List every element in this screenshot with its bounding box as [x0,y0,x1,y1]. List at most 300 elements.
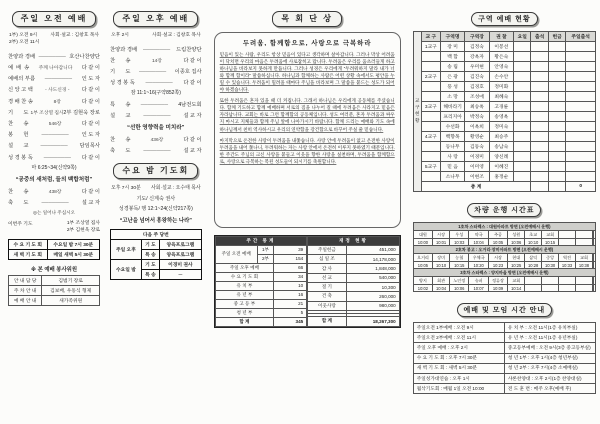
finance-value: 540,000 [346,273,399,282]
district-side-label: 교구현황 [413,31,421,192]
order-item-leader: 설 교 자 [183,112,202,119]
guide-row [413,333,595,343]
order-item-label: 신 앙 고 백 [8,87,33,94]
vehicle-stop [559,231,576,239]
order-item-label: 예배의 부름 [8,76,36,83]
meeting-time-guide-table [413,322,596,394]
vehicle-time [559,285,576,292]
vehicle-stop: 역전 [559,254,576,262]
district-leader: 이옥희 [465,122,489,132]
finance-value: 260,000 [346,292,399,301]
finance-label: 선 교 [308,273,346,282]
vehicle-stop: 회관 [433,277,450,285]
vehicle-stops-row [413,254,595,262]
committee-person: 김범기 장로 [42,276,100,286]
district-row [421,152,595,162]
district-attendance [531,152,548,162]
district-attendance [531,112,548,122]
order-row [8,74,100,82]
district-gu [421,142,440,152]
order-item-detail: 438장 [48,189,62,195]
order-item-label: 찬 송 [110,57,131,64]
duty-role-label: 기 도 [141,259,159,269]
afternoon-order-list-3 [110,135,202,154]
district-name: 믿 음 [440,162,464,172]
order-row [110,56,202,64]
vehicle-stop: 교회 [575,254,592,262]
order-row [110,111,202,119]
district-attendance [531,42,548,52]
district-sunday-attendance [566,72,596,82]
order-row [8,198,100,206]
order-item-detail: ──────── [44,77,72,83]
district-day [514,112,531,122]
committee-person: 김보배, 우동식 형제 [42,286,100,296]
district-name: 해바라기 [440,102,464,112]
section-header-afternoon-worship [110,8,202,27]
afternoon-officiant: 사회·설교 : 김창호 목사 [152,32,201,38]
table-row [111,229,202,239]
vehicle-stop: 교회 [508,277,525,285]
vehicle-time: 10:33 [559,262,576,269]
order-item-label: 찬 송 [110,136,131,143]
table-row [308,282,400,291]
finance-value: 14,178,000 [346,255,399,264]
district-row [421,162,595,172]
table-row [215,236,307,245]
vehicle-time: 10:20 [469,262,488,269]
column-header: 권 찰 [489,32,513,42]
order-item-leader: 다 같 이 [183,136,202,143]
district-assistant: 최승주 [489,132,513,142]
district-assistant: 송남숙 [489,142,513,152]
wednesday-prayer-section [110,160,202,224]
district-offering [548,172,565,182]
section-header-wednesday [110,160,202,179]
empty-cell [548,182,565,192]
column-header: 주일출석 [566,32,596,42]
vehicle-time [594,285,596,292]
panel-info-tables [413,8,596,420]
vehicle-stop: 장미 [433,254,450,262]
district-assistant: 최혜숙 [489,92,513,102]
vehicle-stop: 시장 [433,231,450,239]
vehicle-time [575,239,592,246]
vehicle-time: 10:38 [575,262,592,269]
district-leader: 박정숙 [465,112,489,122]
order-item-label: 찬양과 경배 [8,53,36,60]
district-offering [548,82,565,92]
attendance-label: 유 년 부 [215,290,274,299]
district-name: 송 림 [440,62,464,72]
morning-officiant: 사회·설교 : 김창호 목사 [50,32,99,38]
order-item-leader: 다 같 이 [183,57,202,64]
district-day [514,72,531,82]
attendance-value: 10 [274,281,307,290]
guide-left: 주일오전 2부예배 : 오전 11시 [413,333,504,343]
duty-role-label: 특 송 [141,269,159,279]
district-day [514,52,531,62]
guide-right: 샤론찬양대 : 오후 2시(1층 찬양대실) [504,373,595,383]
panel-sunday-morning [8,8,100,420]
vehicle-times-row [413,285,595,292]
section-header-morning-worship [8,8,100,27]
order-item-detail: ──────── [40,144,68,150]
week-prayer-2: 2부 김현욱 장로 [66,228,100,234]
district-sunday-attendance [566,162,596,172]
district-name: 은 광 [440,72,464,82]
district-name: 백향목 [440,132,464,142]
morning-worship-info [9,32,99,46]
guide-right: 청 년 2부 : 오후 7시(4층 소예배실) [504,363,595,373]
table-row [9,250,100,260]
order-item-label: 설 교 [110,112,131,119]
attendance-label: 주일 오후 예배 [215,263,274,272]
column-header: 요일 [514,32,531,42]
afternoon-worship-info [111,32,201,39]
committee-table [8,275,100,306]
district-offering [548,52,565,62]
section-header-district [413,8,596,26]
vehicle-time: 10:05 [488,239,507,246]
committee-person: 새가족위원 [42,296,100,306]
duty-assignee: － [160,269,202,279]
attendance-label: 수 요 기 도 회 [215,272,274,281]
order-item-detail: ──────── [143,149,171,154]
district-assistant: 정미화 [489,82,513,92]
district-leader: 최승옥 [465,102,489,112]
vehicle-title: 차량 운행 시간표 [467,203,541,217]
order-item-detail: ──────── [145,81,173,87]
order-item-detail: 436장 [150,137,164,143]
duty-assignee: 양육프로그램 [160,249,202,259]
table-row [308,255,400,264]
vehicle-stop: 대원 [413,231,432,239]
finance-label: 주일헌금 [308,245,346,254]
vehicle-times-row [413,239,595,246]
district-assistant: 이혜진 [489,162,513,172]
district-gu: 1교구 [421,42,440,52]
order-item-detail: ──────── [142,47,171,53]
district-gu: 4교구 [421,132,440,142]
next-week-duty-table [110,229,202,280]
table-row [111,259,202,269]
attendance-total-label: 합 계 [215,317,274,326]
order-item-leader: 드림찬양단 [176,46,202,53]
guide-row [413,373,595,383]
district-sunday-attendance [566,62,596,72]
district-name: 장 미 [440,42,464,52]
order-item-leader: 담임목사 [79,143,100,150]
order-item-label: 예 배 송 [8,65,30,72]
district-row [421,142,595,152]
district-name: 사 랑 [440,152,464,162]
table-row [308,301,400,310]
attendance-value: 39 [274,245,307,254]
essay-box [214,32,401,228]
vehicle-time: 10:00 [413,239,432,246]
vehicle-stop: 시장 [488,254,507,262]
afternoon-order-list-2 [110,100,202,119]
vehicle-time [542,285,559,292]
district-table [421,31,596,192]
finance-value: 10,300 [346,282,399,291]
order-row [8,52,100,60]
district-gu [421,52,440,62]
vehicle-time: 10:25 [508,262,525,269]
table-row [421,182,595,192]
vehicle-stop [594,231,596,239]
district-total-value: 0 [566,182,596,192]
order-item-detail: 546장 [48,122,62,127]
morning-order-list-2 [8,187,100,206]
order-item-leader: 다 같 이 [81,121,100,127]
guide-right: 중고등부예배 : 오전 9시(3층 중고등부실) [504,343,595,353]
guide-title: 예배 및 모임 시간 안내 [457,303,553,317]
district-day [514,142,531,152]
morning-order-list [8,52,100,161]
district-day [514,102,531,112]
column-header: 구역명 [440,32,464,42]
guide-right: 유 년 부 : 오전 11시(1층 유년부실) [504,333,595,343]
vehicle-time: 10:07 [469,285,488,292]
district-offering [548,72,565,82]
order-row [8,141,100,149]
district-assistant: 정미숙 [489,122,513,132]
district-day [514,82,531,92]
vehicle-time: 10:10 [433,262,450,269]
table-row [215,290,307,299]
district-offering [548,112,565,122]
district-leader: 강옥자 [465,52,489,62]
order-item-label: 기 도 [110,69,131,76]
district-attendance [531,122,548,132]
district-attendance [531,82,548,92]
vehicle-route-header: 2호차 봉고 : 오거리·장미아파트 방면 (오전예배시 운행) [413,246,595,254]
district-leader: 이미영 [465,162,489,172]
service-time-1: 1부) 오전 9시 [9,32,38,38]
district-attendance [531,142,548,152]
order-item-label: 성 경 봉 독 [8,154,33,161]
attendance-label: 유 치 부 [215,281,274,290]
committee-caption: ※ 본 예배 봉사위원 [30,267,78,274]
attendance-label: 중 고 등 부 [215,299,274,308]
table-row [308,236,400,245]
wednesday-time: 오후 7시 30분 [111,185,141,191]
district-leader: 우미현 [465,62,489,72]
district-name: 프리지아 [440,112,464,122]
table-row [308,273,400,282]
order-item-leader: 다 같 이 [81,87,100,94]
vehicle-stop [525,277,542,285]
order-item-detail: 8장 [53,99,61,105]
attendance-sub-label: 2부 [257,254,273,263]
vehicle-stop: 우체국 [469,254,488,262]
column-header: 출석 [531,32,548,42]
vehicle-stop: 초교 [525,231,542,239]
vehicle-route-header-row [413,246,595,254]
order-row [8,97,100,105]
table-row [9,276,100,286]
guide-left: 주일 오후 예배 : 오후 2시 [413,343,504,353]
order-item-leader: 다 같 이 [81,98,100,105]
district-row [421,72,595,82]
district-attendance [531,52,548,62]
district-offering [548,122,565,132]
district-attendance [531,92,548,102]
district-sunday-attendance [566,52,596,62]
district-assistant: 손수안 [489,72,513,82]
committee-role: 안 내 담 당 [9,276,42,286]
morning-times [9,32,39,46]
duty-assignee: 이경미 권사 [160,259,202,269]
vehicle-stops-row [413,231,595,239]
order-item-label: 기 도 [8,109,29,116]
meeting-name: 수 요 기 도 회 [9,240,48,250]
district-row [421,92,595,102]
vehicle-stop [575,231,592,239]
table-row [308,264,400,273]
order-item-leader: 다 같 이 [81,65,100,72]
vehicle-stop: 슈퍼 [469,277,488,285]
table-row [9,286,100,296]
district-offering [548,42,565,52]
finance-total-value: 18,267,300 [346,317,399,326]
order-row [8,108,100,116]
wednesday-info [111,184,201,191]
order-item-label: 성 경 봉 독 [110,80,135,87]
order-item-detail: 주께 나아갑니다 [38,66,73,72]
order-item-leader: 2부 김현욱 장로 [63,109,100,116]
vehicle-stop: 정류장 [488,277,507,285]
empty-cell [531,182,548,192]
guide-row [413,384,595,394]
order-item-leader: 인 도 자 [81,76,100,83]
district-day [514,152,531,162]
meeting-time: 수요일 밤 7시 30분 [47,240,99,250]
district-day [514,92,531,102]
district-row [421,82,595,92]
vehicle-stop: 성원 [508,231,525,239]
table-row [215,308,307,317]
stand-note: ◎는 일어나 주십시오 [32,209,76,215]
vehicle-time [525,285,542,292]
vehicle-time [575,285,592,292]
district-sunday-attendance [566,102,596,112]
district-gu [421,112,440,122]
guide-left: 새 벽 기 도 회 : 새벽 5시 30분 [413,363,504,373]
order-row [110,67,202,75]
meeting-name: 새 벽 기 도 회 [9,250,48,260]
order-item-label: 설 교 [8,143,29,150]
attendance-label: 청 년 부 [215,308,274,317]
district-gu [421,92,440,102]
district-gu [421,82,440,92]
vehicle-stop: 삼익 [525,254,542,262]
order-item-leader: 다 같 이 [81,188,100,195]
guide-row [413,323,595,333]
vehicle-time: 10:04 [469,239,488,246]
guide-row [413,363,595,373]
attendance-value: 5 [274,308,307,317]
table-row [308,317,400,326]
district-name: 소 망 [440,92,464,102]
essay-title: 두려움, 함께함으로, 사랑으로 극복하라 [242,39,372,47]
vehicle-stop [575,277,592,285]
district-row [421,132,595,142]
order-item-leader: 설 교 자 [81,199,100,206]
district-assistant: 송영옥 [489,112,513,122]
district-sunday-attendance [566,152,596,162]
service-time-2: 2부) 오전 11시 [9,39,40,45]
wednesday-scripture: 성경봉독/ 행 12:1~24(신약217쪽) [118,205,193,212]
guide-left: 월삭기도회 : 매월 1일 오전 10:00 [413,384,504,394]
attendance-total-value: 345 [274,317,307,326]
order-row [8,153,100,161]
order-item-leader: 4남전도회 [178,101,202,108]
district-assistant: 고경륜 [489,102,513,112]
finance-value: 980,000 [346,301,399,310]
duty-assignee: 양육프로그램 [160,239,202,249]
vehicle-time: 10:01 [433,239,450,246]
week-prayer [8,220,100,234]
week-prayer-1: 1부 조상열 집사 [66,220,100,226]
district-sunday-attendance [566,132,596,142]
order-item-detail: ──────── [143,113,171,119]
vehicle-time: 10:28 [525,262,542,269]
district-leader: 황영순 [465,132,489,142]
meeting-time: 매일 새벽 5시 30분 [47,250,99,260]
duty-role-label: 기 도 [141,239,159,249]
week-prayer-label: 이번주 기도 [8,221,33,227]
district-assistant: 홍정순 [489,172,513,182]
guide-right: 청 년 1부 : 오후 1시(4층 청년부실) [504,353,595,363]
guide-right: 전 도 훈 련 : 매주 오후(예배 후) [504,384,595,394]
table-row [308,292,400,301]
guide-left: 주일오전 1부예배 : 오전 9시 [413,323,504,333]
district-day [514,172,531,182]
vehicle-stop [594,277,596,285]
order-item-detail: ──────── [41,200,69,206]
finance-table [307,236,400,327]
order-item-detail: 14장 [151,58,162,64]
district-leader: 이현조 [465,172,489,182]
order-row [8,85,100,93]
order-row [110,135,202,143]
week-prayer-names [67,220,100,234]
district-row [421,42,595,52]
district-sunday-attendance [566,112,596,122]
attendance-value: 154 [274,254,307,263]
district-row [421,172,595,182]
district-assistant: 양신례 [489,152,513,162]
district-offering [548,102,565,112]
wednesday-sermon-title: “고난을 넘어서 흥왕하는 나라” [119,217,192,224]
vehicle-stop: 양지 [413,277,432,285]
district-assistant: 황은숙 [489,52,513,62]
district-leader: 김진숙 [465,72,489,82]
vehicle-time: 10:02 [413,285,432,292]
order-item-label: 찬양과 경배 [110,46,138,53]
vehicle-stop: 우성 [450,231,469,239]
order-row [110,78,202,86]
attendance-value: 34 [274,272,307,281]
column-header: 교 구 [421,32,440,42]
district-offering [548,142,565,152]
finance-label: 이웃사랑 [308,301,346,310]
afternoon-time: 오후 2시 [111,32,129,38]
district-row [421,102,595,112]
